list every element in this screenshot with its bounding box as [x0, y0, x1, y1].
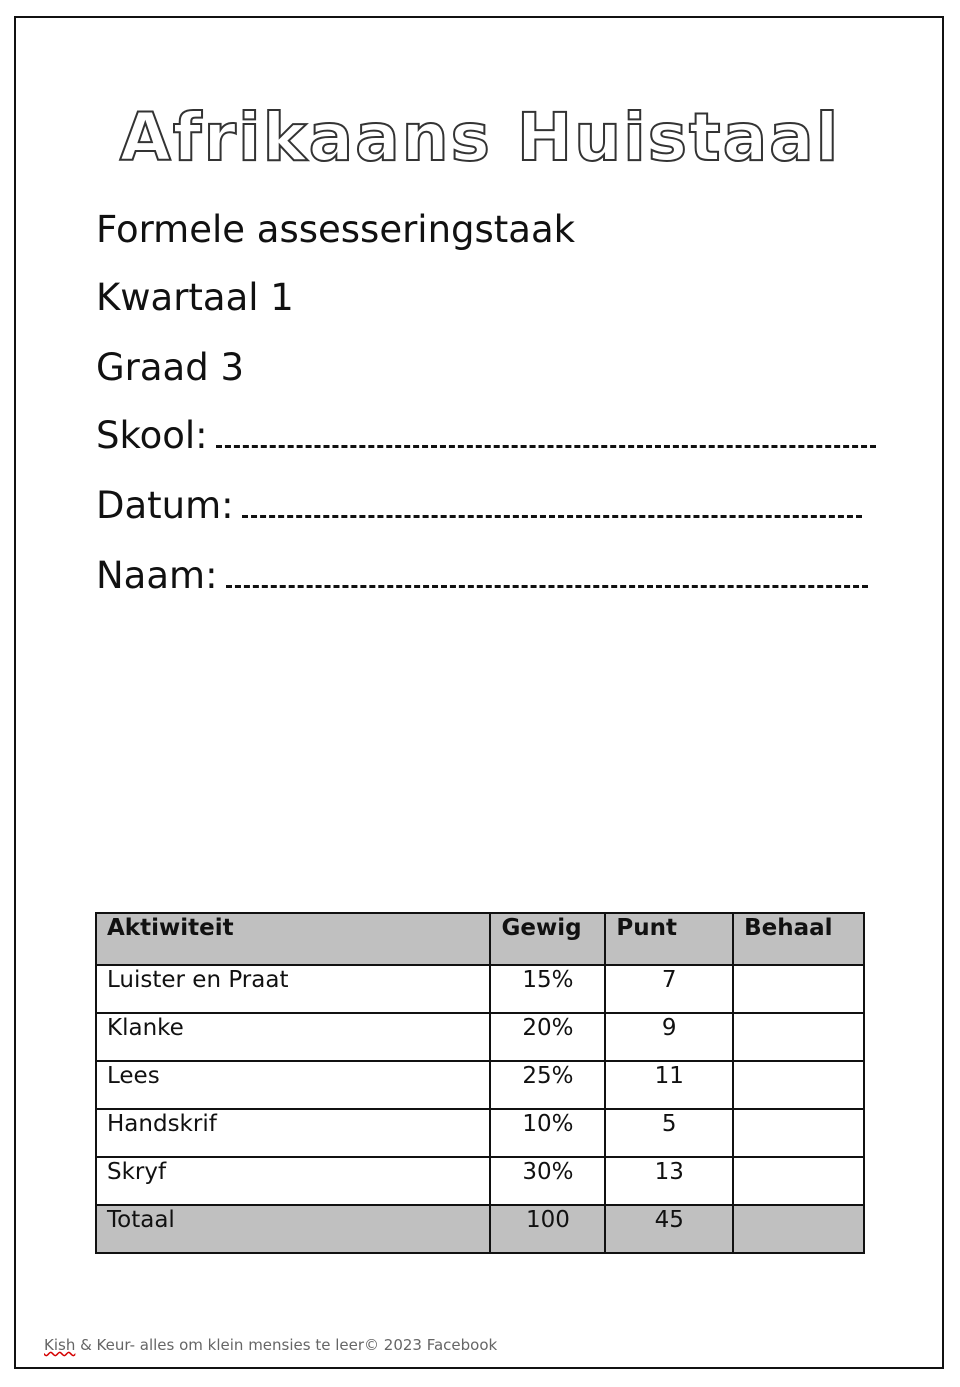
term-label: Kwartaal 1: [96, 276, 294, 319]
table-row: [96, 1013, 864, 1061]
row-achieved-cell[interactable]: [733, 1157, 864, 1205]
row-marks: 5: [605, 1109, 733, 1157]
grade-label: Graad 3: [96, 346, 245, 389]
row-activity: Klanke: [96, 1013, 490, 1061]
row-marks: 13: [605, 1157, 733, 1205]
header-achieved: Behaal: [733, 913, 864, 965]
row-weight: 15%: [490, 965, 605, 1013]
footer-text: & Keur- alles om klein mensies te leer© 2023 Facebook: [75, 1336, 498, 1354]
name-field-label: Naam:: [96, 554, 218, 597]
table-row: [96, 1061, 864, 1109]
header-marks: Punt: [605, 913, 733, 965]
footer-brand: Kish: [44, 1336, 76, 1354]
name-field-line[interactable]: [226, 559, 868, 588]
school-field[interactable]: [96, 414, 876, 458]
table-row: [96, 1157, 864, 1205]
total-activity: Totaal: [96, 1205, 490, 1253]
row-activity: Handskrif: [96, 1109, 490, 1157]
school-field-line[interactable]: [216, 419, 876, 448]
row-achieved-cell[interactable]: [733, 1061, 864, 1109]
row-weight: 10%: [490, 1109, 605, 1157]
table-row: [96, 965, 864, 1013]
date-field-label: Datum:: [96, 484, 234, 527]
date-field-line[interactable]: [242, 489, 862, 518]
total-marks: 45: [605, 1205, 733, 1253]
row-marks: 11: [605, 1061, 733, 1109]
row-achieved-cell[interactable]: [733, 965, 864, 1013]
assessment-table: [95, 912, 865, 1254]
header-weight: Gewig: [490, 913, 605, 965]
row-weight: 30%: [490, 1157, 605, 1205]
header-activity: Aktiwiteit: [96, 913, 490, 965]
table-header-row: [96, 913, 864, 965]
row-achieved-cell[interactable]: [733, 1013, 864, 1061]
total-achieved-cell[interactable]: [733, 1205, 864, 1253]
row-activity: Skryf: [96, 1157, 490, 1205]
row-activity: Luister en Praat: [96, 965, 490, 1013]
row-achieved-cell[interactable]: [733, 1109, 864, 1157]
footer-credit: [44, 1336, 497, 1354]
table-row: [96, 1109, 864, 1157]
table-total-row: [96, 1205, 864, 1253]
row-marks: 9: [605, 1013, 733, 1061]
page-title: Afrikaans Huistaal: [119, 99, 841, 176]
row-marks: 7: [605, 965, 733, 1013]
name-field[interactable]: [96, 554, 868, 598]
date-field[interactable]: [96, 484, 862, 528]
school-field-label: Skool:: [96, 414, 208, 457]
subtitle: Formele assesseringstaak: [96, 208, 576, 251]
row-activity: Lees: [96, 1061, 490, 1109]
row-weight: 20%: [490, 1013, 605, 1061]
total-weight: 100: [490, 1205, 605, 1253]
row-weight: 25%: [490, 1061, 605, 1109]
